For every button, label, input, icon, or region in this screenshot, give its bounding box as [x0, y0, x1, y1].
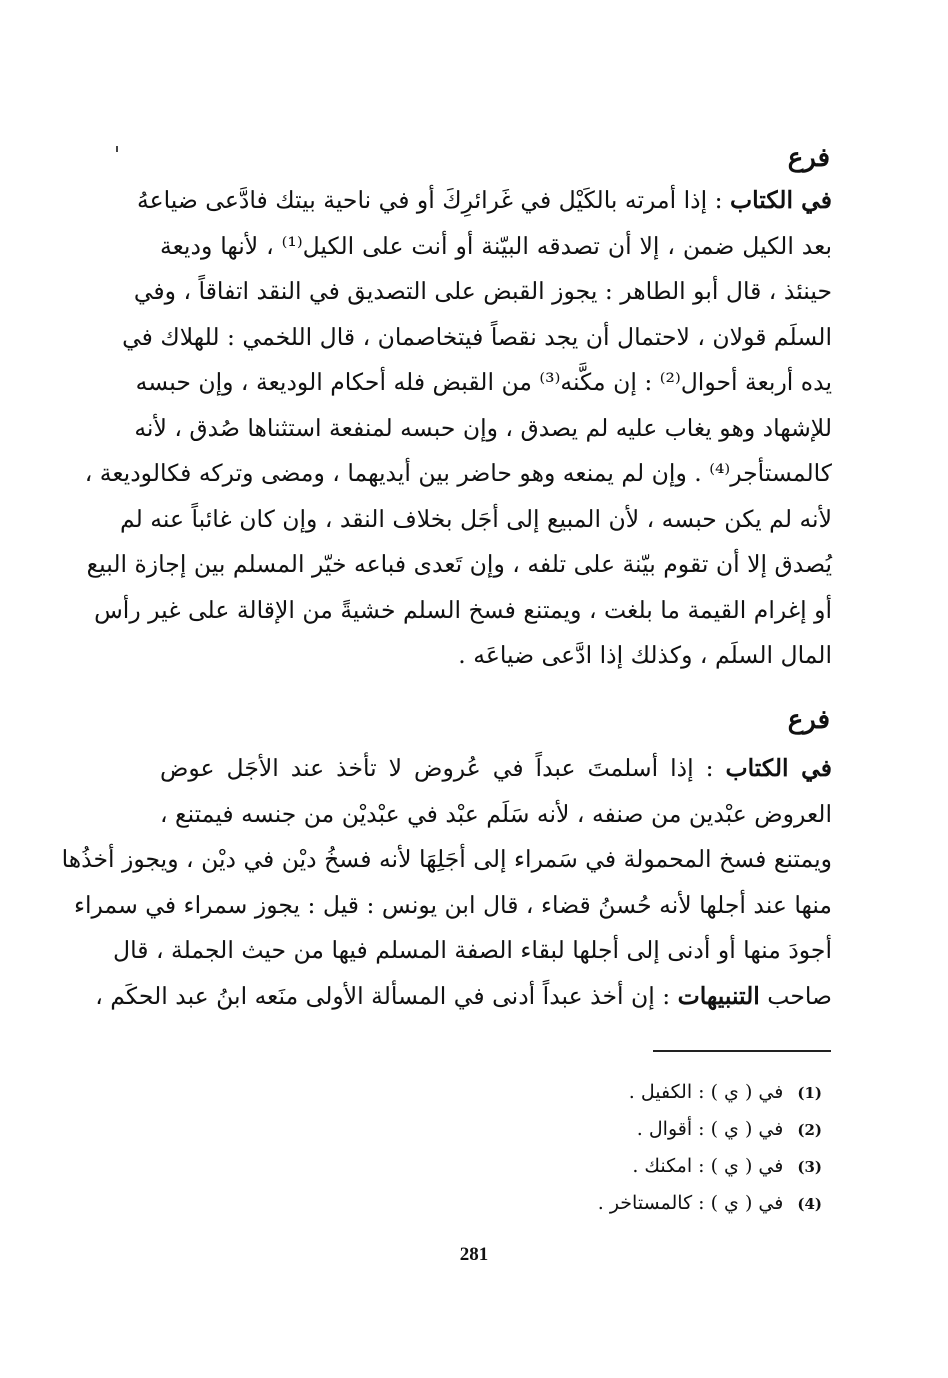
text-line: السلَم قولان ، لاحتمال أن يجد نقصاً فيتخاصمان ، قال اللخمي : للهلاك في [122, 322, 832, 351]
text-line: العروض عبْدين من صنفه ، لأنه سَلَم عبْد في عبْديْن من جنسه فيمتنع ، [160, 799, 832, 828]
text-line: أو إغرام القيمة ما بلغت ، ويمتنع فسخ السلم خشيةً من الإقالة على غير رأس [94, 595, 832, 624]
paragraph-2 [61, 746, 833, 1019]
bold-term: التنبيهات [677, 981, 760, 1010]
text-line: المال السلَم ، وكذلك إذا ادَّعى ضياعَه . [458, 641, 832, 669]
section-heading-2: فرع [787, 705, 830, 735]
text-line: أجودَ منها أو أدنى إلى أجلها لبقاء الصفة المسلم فيها من حيث الجملة ، قال [113, 936, 832, 964]
section-heading-1: فرع [787, 143, 830, 173]
text-line: يده أربعة أحوال⁽²⁾ : إن مكَّنه⁽³⁾ من القبض فله أحكام الوديعة ، وإن حبسه [135, 368, 832, 396]
page-number: 281 [459, 1244, 489, 1265]
footnote-separator [653, 1050, 831, 1052]
text-line: حينئذ ، قال أبو الطاهر : يجوز القبض على التصديق في النقد اتفاقاً ، وفي [133, 277, 832, 305]
text-line: لأنه لم يكن حبسه ، لأن المبيع إلى أجَل بخلاف النقد ، وإن كان غائباً عنه لم [120, 504, 832, 533]
text-line: ويمتنع فسخ المحمولة في سَمراء إلى أجَلِهَا لأنه فسخُ ديْن في ديْن ، ويجوز أخذُها [61, 845, 832, 873]
bold-term: في الكتاب [725, 754, 833, 782]
footnote-4: (4)في ( ي ) : كالمستاخر . [597, 1192, 822, 1214]
text-line: في الكتاب : إذا أسلمتَ عبداً في عُروض لا تأخذ عند الأجَل عوض [160, 754, 833, 782]
text-line: كالمستأجر⁽⁴⁾ . وإن لم يمنعه وهو حاضر بين أيديهما ، ومضى وتركه فكالوديعة ، [84, 459, 832, 487]
text-line: يُصدق إلا أن تقوم بيّنة على تلفه ، وإن تَعدى فباعه خيّر المسلم بين إجازة البيع [86, 550, 832, 578]
text-line: في الكتاب : إذا أمرته بالكَيْل في غَرائرِكَ أو في ناحية بيتك فادَّعى ضياعهُ [137, 186, 832, 214]
text-line: صاحب التنبيهات : إن أخذ عبداً أدنى في المسألة الأولى منَعه ابنُ عبد الحكَم ، [95, 981, 832, 1010]
text-line: بعد الكيل ضمن ، إلا أن تصدقه البيّنة أو أنت على الكيل⁽¹⁾ ، لأنها وديعة [160, 231, 832, 260]
text-line: للإشهاد وهو يغاب عليه لم يصدق ، وإن حبسه لمنفعة استثناها صُدق ، لأنه [134, 413, 832, 442]
bold-term: في الكتاب [729, 186, 832, 214]
footnote-3: (3)في ( ي ) : امكنك . [632, 1155, 822, 1177]
footnotes [522, 1074, 822, 1222]
footnote-2: (2)في ( ي ) : أقوال . [636, 1118, 822, 1140]
scan-speck [116, 146, 118, 152]
text-line: منها عند أجلها لأنه حُسنُ قضاء ، قال ابن يونس : قيل : يجوز سمراء في سمراء [73, 890, 832, 919]
paragraph-1 [84, 178, 832, 679]
footnote-1: (1)في ( ي ) : الكفيل . [628, 1081, 822, 1103]
